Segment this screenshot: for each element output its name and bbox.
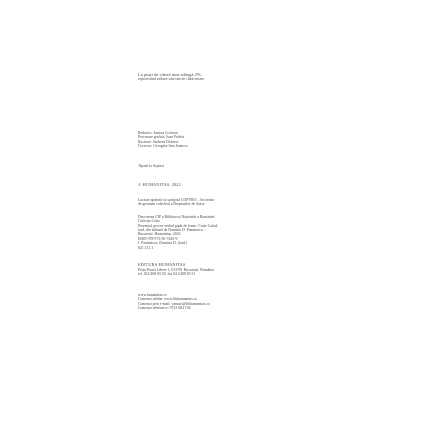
contact-info (138, 293, 318, 310)
cip-line: I. Panaitescu, Dumitru D. (trad.) (138, 241, 188, 246)
cip-line: trad. din italiană de Dumitru D. Panaitescu – (138, 228, 206, 233)
epigraph-line: repovestind vulture-ului tim de clără iertare. (138, 77, 206, 82)
cip-line: Prezentul proces-verbal pipăi de lemn / Carte Cafad; (138, 223, 218, 228)
publisher-name: EDITURA HUMANITAS (138, 263, 186, 267)
contact-email-orders: Comenzi prin e-mail: vanzari@libhumanitas.ro (138, 301, 210, 306)
contact-online-orders: Comenzi online: www.libhumanitas.ro (138, 297, 197, 302)
cip-line: Colecția Carte (138, 219, 160, 224)
editorial-credits (138, 131, 318, 148)
cip-isbn: ISBN 978-973-50-7445-9 (138, 236, 178, 241)
publisher-address: Piața Presei Libere 1, 013701 București, România (138, 267, 214, 272)
contact-website: www.humanitas.ro (138, 293, 167, 297)
printing-note (138, 164, 318, 168)
copyright-line: © HUMANITAS, 2022 (138, 183, 181, 187)
credit-proofreader: Corector: Georgeta-Ana Ionescu (138, 144, 188, 149)
credit-editor: Redactor: Iustina Croitoru (138, 131, 178, 135)
rights-line: Lucrare apărută cu sprijinul COPYRO – Societate (138, 198, 215, 202)
publisher-phone: tel. 021/408 83 50, fax 021/408 83 51 (138, 272, 196, 277)
cip-description (138, 215, 318, 250)
credit-illustration: Ilustrare: Andreea Dobreci (138, 139, 179, 144)
epigraph-line: La puști de vârstă mea adăugă 2%, (138, 72, 202, 77)
cip-line: București: Humanitas, 2022 (138, 232, 181, 237)
cip-heading: Descrierea CIP a Bibliotecii Naționale a României (138, 215, 215, 219)
contact-phone-orders: Comenzi telefonice: 0723 684 194 (138, 306, 191, 311)
printing-line: Tiparit la Arpiest (138, 164, 164, 168)
copyright-notice (138, 183, 318, 188)
publisher-info (138, 263, 318, 277)
rights-line: de gestiune colectivă a Drepturilor de Autor (138, 202, 205, 207)
credit-graphics: Procesare grafică: Ioan Fridrie (138, 135, 185, 140)
epigraph (138, 72, 318, 82)
rights-note (138, 198, 318, 207)
cip-classification: 821.131.1 (138, 245, 154, 250)
